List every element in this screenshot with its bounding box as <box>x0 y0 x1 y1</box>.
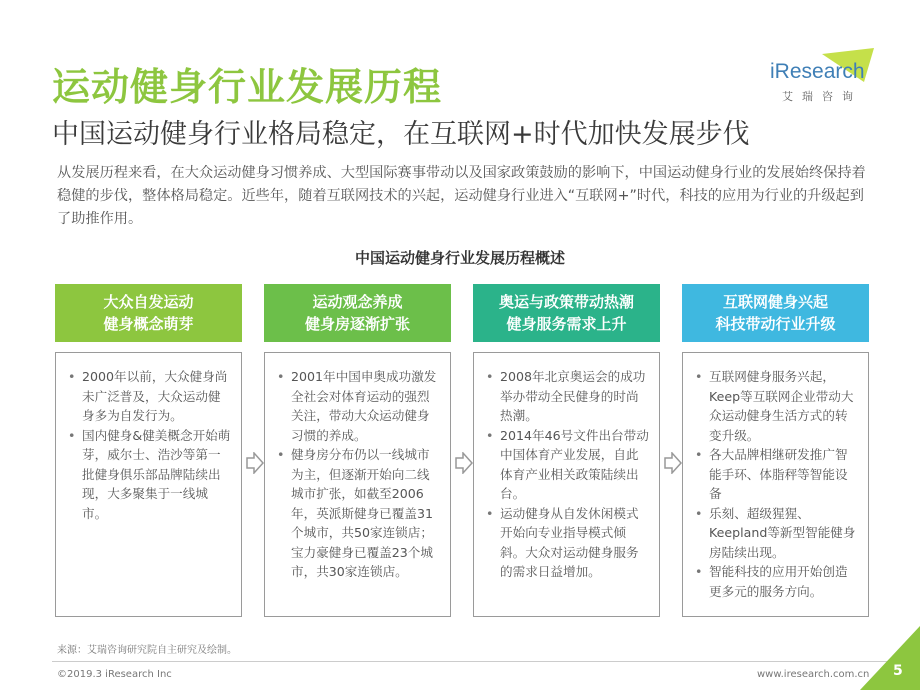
column-header-line: 奥运与政策带动热潮 <box>498 293 634 311</box>
column-header-2 <box>264 284 451 342</box>
source-note: 来源：艾瑞咨询研究院自主研究及绘制。 <box>57 645 237 656</box>
column-header-line: 健身概念萌芽 <box>103 315 194 333</box>
bullet-item: • 各大品牌相继研发推广智能手环、体脂秤等智能设备 <box>709 445 858 504</box>
bullet-item: • 2014年46号文件出台带动中国体育产业发展，自此体育产业相关政策陆续出台。 <box>500 426 649 504</box>
chart-title: 中国运动健身行业发展历程概述 <box>354 249 565 267</box>
iresearch-logo <box>758 48 876 106</box>
column-header-line: 大众自发运动 <box>103 293 194 311</box>
column-header-line: 健身房逐渐扩张 <box>304 315 410 333</box>
column-header-3 <box>473 284 660 342</box>
page-number: 5 <box>893 663 903 679</box>
bullet-item: • 乐刻、超级猩猩、Keepland等新型智能健身房陆续出现。 <box>709 504 858 563</box>
bullet-item: • 互联网健身服务兴起，Keep等互联网企业带动大众运动健身生活方式的转变升级。 <box>709 367 858 445</box>
column-header-line: 互联网健身兴起 <box>722 293 828 311</box>
column-box-3 <box>473 352 660 617</box>
logo-cn: 艾瑞咨询 <box>782 90 862 103</box>
column-header-line: 运动观念养成 <box>312 293 403 311</box>
bullet-item: • 国内健身&健美概念开始萌芽，威尔士、浩沙等第一批健身俱乐部品牌陆续出现，大多聚集于一线城市。 <box>82 426 231 524</box>
column-header-line: 科技带动行业升级 <box>715 315 836 333</box>
intro-paragraph: 从发展历程来看，在大众运动健身习惯养成、大型国际赛事带动以及国家政策鼓励的影响下，中国运动健身行业的发展始终保持着稳健的步伐，整体格局稳定。近些年，随着互联网技术的兴起，运动健身行业进入“互联网+”时代，科技的应用为行业的升级起到了助推作用。 <box>57 165 866 227</box>
arrow-right-icon <box>664 452 682 474</box>
bullet-item: • 2001年中国申奥成功激发全社会对体育运动的强烈关注，带动大众运动健身习惯的养成。 <box>291 367 440 445</box>
page-corner-triangle-icon <box>860 626 920 690</box>
logo-brand: iResearch <box>770 60 865 83</box>
column-header-4 <box>682 284 869 342</box>
bullet-item: • 2000年以前，大众健身尚未广泛普及，大众运动健身多为自发行为。 <box>82 367 231 426</box>
bullet-item: • 健身房分布仍以一线城市为主，但逐渐开始向二线城市扩张，如截至2006年，英派斯健身已覆盖31个城市，共50家连锁店；宝力豪健身已覆盖23个城市，共30家连锁店。 <box>291 445 440 582</box>
column-box-1 <box>55 352 242 617</box>
column-header-1 <box>55 284 242 342</box>
arrow-right-icon <box>455 452 473 474</box>
column-box-2 <box>264 352 451 617</box>
column-box-4 <box>682 352 869 617</box>
copyright: ©2019.3 iResearch Inc <box>57 669 172 680</box>
bullet-item: • 智能科技的应用开始创造更多元的服务方向。 <box>709 562 858 601</box>
bullet-item: • 2008年北京奥运会的成功举办带动全民健身的时尚热潮。 <box>500 367 649 426</box>
arrow-right-icon <box>246 452 264 474</box>
bullet-item: • 运动健身从自发休闲模式开始向专业指导模式倾斜。大众对运动健身服务的需求日益增加。 <box>500 504 649 582</box>
website-url: www.iresearch.com.cn <box>757 669 870 680</box>
column-header-line: 健身服务需求上升 <box>506 315 627 333</box>
footer-divider <box>52 661 892 662</box>
page-subtitle: 中国运动健身行业格局稳定，在互联网+时代加快发展步伐 <box>52 119 750 150</box>
page-title: 运动健身行业发展历程 <box>52 65 443 109</box>
